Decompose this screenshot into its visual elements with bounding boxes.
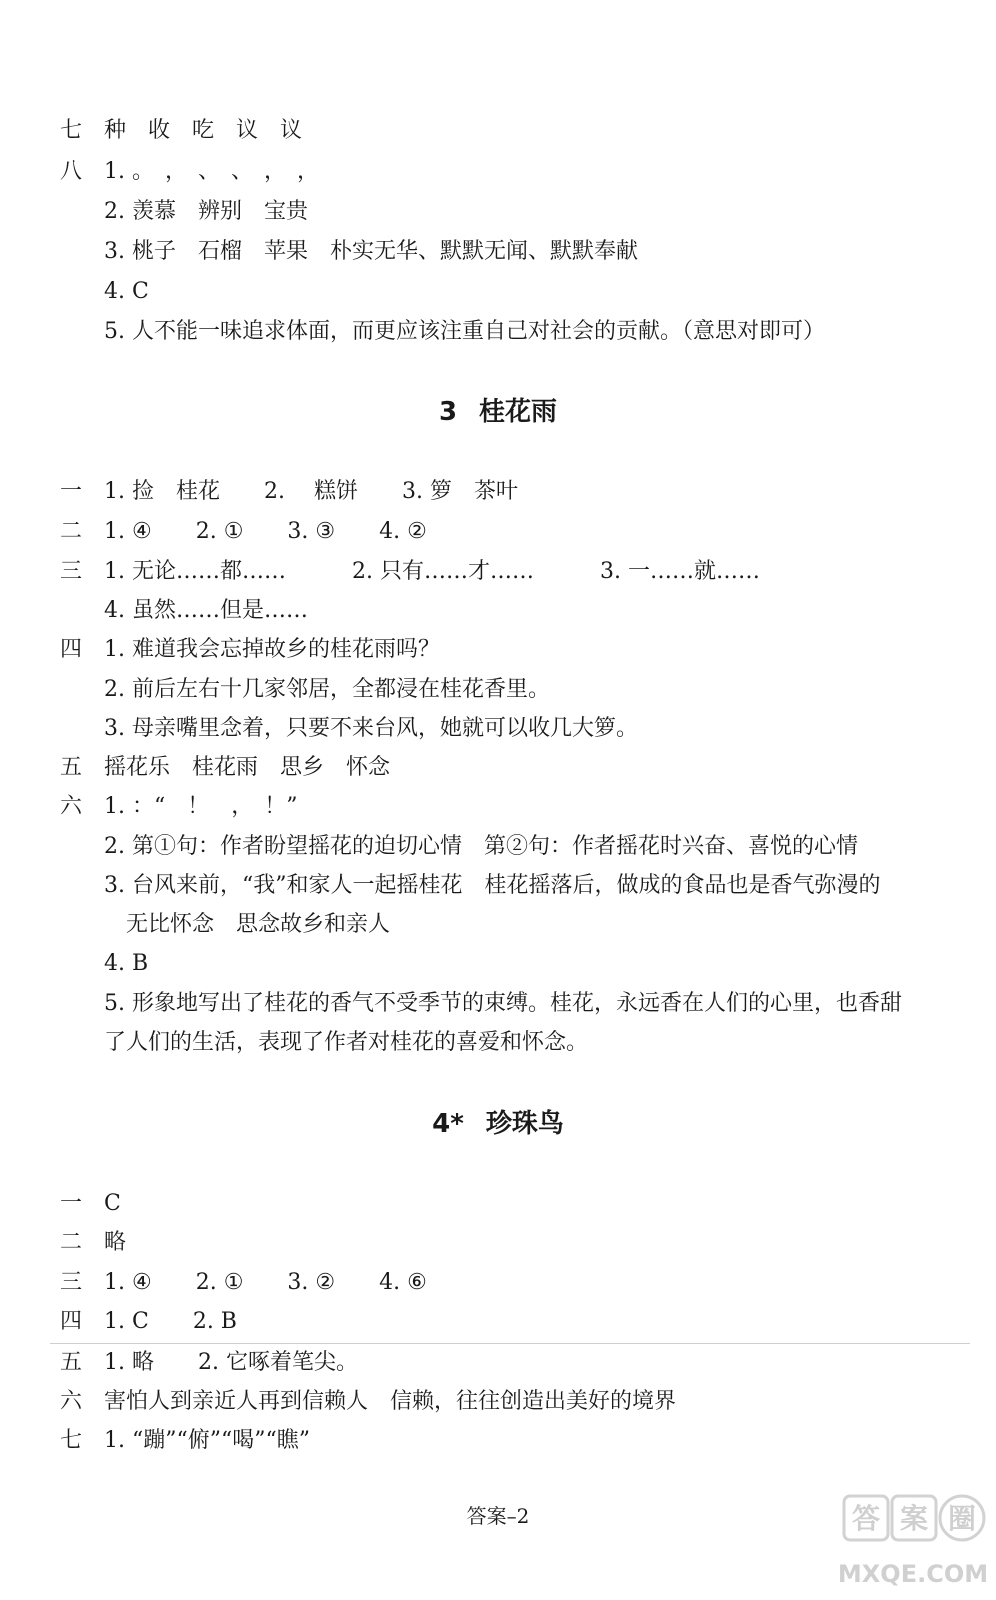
answer-line [60, 477, 518, 507]
answer-text: 害怕人到亲近人再到信赖人 信赖，往往创造出美好的境界 [104, 1389, 677, 1414]
answer-line [60, 116, 302, 146]
svg-text:案: 案 [899, 1502, 929, 1535]
answer-line [60, 1228, 126, 1258]
svg-text:圈: 圈 [947, 1502, 977, 1535]
answer-line [104, 714, 638, 744]
section-number: 五 [60, 1350, 83, 1375]
answer-text: 1. 略 2. 它啄着笔尖。 [104, 1350, 358, 1375]
answer-line [60, 1268, 427, 1298]
answer-text: 无比怀念 思念故乡和亲人 [126, 912, 391, 937]
section-number: 四 [60, 1309, 83, 1334]
answer-text: 2. 前后左右十几家邻居，全都浸在桂花香里。 [104, 677, 550, 702]
answer-text: 1. 。 ， 、 、 ， ， [104, 159, 319, 184]
lesson-number: 4* [432, 1109, 464, 1139]
section-title [0, 1106, 996, 1142]
section-number: 七 [60, 118, 83, 143]
answer-line [104, 237, 638, 267]
svg-text:答: 答 [851, 1502, 881, 1535]
answer-text: 3. 桃子 石榴 苹果 朴实无华、默默无闻、默默奉献 [104, 239, 638, 264]
scan-divider [50, 1343, 970, 1344]
section-title [0, 394, 996, 430]
answer-text: 5. 人不能一味追求体面，而更应该注重自己对社会的贡献。（意思对即可） [104, 319, 825, 344]
answer-text: 1. 无论……都…… 2. 只有……才…… 3. 一……就…… [104, 559, 760, 584]
section-number: 三 [60, 1270, 83, 1295]
answer-line [104, 317, 825, 347]
answer-text: 1. ④ 2. ① 3. ② 4. ⑥ [104, 1270, 427, 1295]
section-number: 五 [60, 755, 83, 780]
answer-text: 1. C 2. B [104, 1309, 237, 1334]
answer-text: 略 [104, 1230, 127, 1255]
answer-text: 4. B [104, 951, 149, 976]
answer-line [126, 910, 390, 940]
answer-line [60, 517, 427, 547]
answer-line [104, 949, 148, 979]
answer-text: 5. 形象地写出了桂花的香气不受季节的束缚。桂花，永远香在人们的心里，也香甜 [104, 991, 902, 1016]
answer-line [60, 753, 390, 783]
section-number: 一 [60, 1191, 83, 1216]
answer-text: C [104, 1191, 121, 1216]
answer-line [104, 197, 308, 227]
answer-text: 1. “蹦”“俯”“喝”“瞧” [104, 1428, 310, 1453]
answer-line [60, 1307, 237, 1337]
section-number: 四 [60, 637, 83, 662]
section-number: 二 [60, 519, 83, 544]
answer-text: 2. 第①句：作者盼望摇花的迫切心情 第②句：作者摇花时兴奋、喜悦的心情 [104, 834, 858, 859]
section-number: 三 [60, 559, 83, 584]
watermark-logo [838, 1486, 988, 1596]
answer-text: 3. 母亲嘴里念着，只要不来台风，她就可以收几大箩。 [104, 716, 638, 741]
answer-text: 4. 虽然……但是…… [104, 598, 308, 623]
answer-line [104, 989, 902, 1019]
page-number: 答案–2 [466, 1504, 530, 1528]
answer-text: 4. C [104, 279, 149, 304]
answer-line [104, 832, 858, 862]
answer-line [104, 1028, 588, 1058]
svg-text:MXQE.COM: MXQE.COM [838, 1560, 988, 1588]
section-number: 七 [60, 1428, 83, 1453]
lesson-title: 桂花雨 [479, 397, 558, 427]
lesson-number: 3 [438, 397, 458, 427]
answer-line [60, 557, 760, 587]
answer-line [60, 157, 319, 187]
answer-text: 1. 捡 桂花 2. 糕饼 3. 箩 茶叶 [104, 479, 518, 504]
answer-line [104, 596, 308, 626]
answer-line [104, 871, 880, 901]
section-number: 八 [60, 159, 83, 184]
answer-text: 3. 台风来前，“我”和家人一起摇桂花 桂花摇落后，做成的食品也是香气弥漫的 [104, 873, 881, 898]
section-number: 一 [60, 479, 83, 504]
answer-line [60, 635, 440, 665]
answer-line [60, 1426, 310, 1456]
lesson-title: 珍珠鸟 [485, 1109, 564, 1139]
section-number: 二 [60, 1230, 83, 1255]
section-number: 六 [60, 794, 83, 819]
answer-text: 1. ：“ ！ ， ！” [104, 794, 298, 819]
answer-text: 了人们的生活，表现了作者对桂花的喜爱和怀念。 [104, 1030, 589, 1055]
answer-text: 2. 羡慕 辨别 宝贵 [104, 199, 308, 224]
answer-line [60, 1348, 358, 1378]
answer-line [60, 792, 297, 822]
answer-line [104, 277, 149, 307]
answer-line [60, 1387, 676, 1417]
answer-text: 1. ④ 2. ① 3. ③ 4. ② [104, 519, 427, 544]
answer-text: 摇花乐 桂花雨 思乡 怀念 [104, 755, 391, 780]
answer-line [104, 675, 550, 705]
section-number: 六 [60, 1389, 83, 1414]
answer-text: 种 收 吃 议 议 [104, 118, 303, 143]
answer-line [60, 1189, 121, 1219]
answer-text: 1. 难道我会忘掉故乡的桂花雨吗？ [104, 637, 440, 662]
